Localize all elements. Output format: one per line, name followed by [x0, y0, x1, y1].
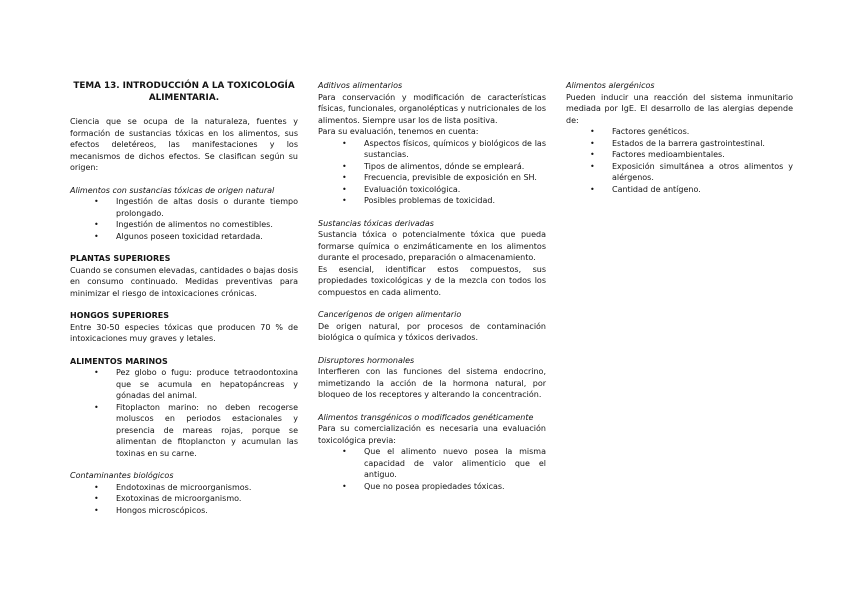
- paragraph: Interfieren con las funciones del sistema endocrino, mimetizando la acción de la hormona natural, por bloqueo de los receptores y alterando la concentración.: [318, 367, 546, 399]
- section-heading: Contaminantes biológicos: [70, 471, 174, 480]
- document-column-3: [566, 80, 793, 195]
- document-column-2: [318, 80, 546, 492]
- bullet-item: • Factores medioambientales.: [566, 149, 793, 161]
- bullet-item: • Aspectos físicos, químicos y biológicos de las sustancias.: [318, 138, 546, 161]
- section-heading: Alimentos alergénicos: [566, 81, 655, 90]
- paragraph: Para su comercialización es necesaria una evaluación toxicológica previa:: [318, 424, 546, 445]
- bullet-item: • Frecuencia, previsible de exposición en SH.: [318, 172, 546, 184]
- document-title: TEMA 13. INTRODUCCIÓN A LA TOXICOLOGÍA ALIMENTARIA.: [73, 81, 295, 103]
- bullet-item: • Cantidad de antígeno.: [566, 184, 793, 196]
- bullet-item: • Ingestión de altas dosis o durante tiempo prolongado.: [70, 196, 298, 219]
- bullet-item: • Que el alimento nuevo posea la misma capacidad de valor alimenticio que el antiguo.: [318, 446, 546, 481]
- section-heading: PLANTAS SUPERIORES: [70, 254, 171, 263]
- section-heading: Sustancias tóxicas derivadas: [318, 218, 434, 228]
- bullet-item: • Fitoplacton marino: no deben recogerse moluscos en periodos estacionales y presencia de mareas rojas, porque se alimentan de fitoplancton y acumulan las toxinas en su carne.: [70, 402, 298, 460]
- section-heading: Cancerígenos de origen alimentario: [318, 310, 462, 319]
- paragraph: Es esencial, identificar estos compuestos, sus propiedades toxicológicas y de la mezcla con todos los compuestos en cada alimento.: [318, 264, 546, 297]
- bullet-list: [318, 138, 546, 207]
- section-heading: HONGOS SUPERIORES: [70, 311, 170, 320]
- bullet-item: • Hongos microscópicos.: [70, 505, 298, 517]
- paragraph: Cuando se consumen elevadas, cantidades o bajas dosis en consumo continuado. Medidas preventivas para minimizar el riesgo de intoxicaciones crónicas.: [70, 265, 298, 298]
- paragraph: Para conservación y modificación de características físicas, funcionales, organolépticas y nutricionales de los alimentos. Siempre usar los de lista positiva.: [318, 92, 546, 125]
- paragraph: Ciencia que se ocupa de la naturaleza, fuentes y formación de sustancias tóxicas en los alimentos, sus efectos deletéreos, las manifestaciones y los mecanismos de dichos efectos. Se clasifican según su origen:: [70, 117, 298, 172]
- bullet-item: • Que no posea propiedades tóxicas.: [318, 481, 546, 493]
- bullet-item: • Estados de la barrera gastrointestinal.: [566, 138, 793, 150]
- paragraph: Sustancia tóxica o potencialmente tóxica que pueda formarse química o enzimáticamente en los alimentos durante el procesado, preparación o almacenamiento.: [318, 230, 546, 262]
- bullet-item: • Algunos poseen toxicidad retardada.: [70, 231, 298, 243]
- bullet-list: [70, 196, 298, 242]
- paragraph: Para su evaluación, tenemos en cuenta:: [318, 127, 479, 136]
- paragraph: Pueden inducir una reacción del sistema inmunitario mediada por IgE. El desarrollo de las alergias depende de:: [566, 92, 793, 125]
- section-heading: ALIMENTOS MARINOS: [70, 356, 168, 366]
- section-heading: Disruptores hormonales: [318, 355, 415, 365]
- bullet-item: • Evaluación toxicológica.: [318, 184, 546, 196]
- bullet-item: • Tipos de alimentos, dónde se empleará.: [318, 161, 546, 173]
- bullet-list: [318, 446, 546, 492]
- bullet-item: • Exposición simultánea a otros alimentos y alérgenos.: [566, 161, 793, 184]
- bullet-list: [566, 126, 793, 195]
- bullet-item: • Exotoxinas de microorganismo.: [70, 493, 298, 505]
- section-heading: Aditivos alimentarios: [318, 81, 403, 90]
- bullet-item: • Posibles problemas de toxicidad.: [318, 195, 546, 207]
- bullet-item: • Pez globo o fugu: produce tetraodontoxina que se acumula en hepatopáncreas y gónadas del animal.: [70, 367, 298, 402]
- paragraph: De origen natural, por procesos de contaminación biológica o química y tóxicos derivados.: [318, 321, 546, 342]
- bullet-item: • Endotoxinas de microorganismos.: [70, 482, 298, 494]
- section-heading: Alimentos con sustancias tóxicas de origen natural: [70, 185, 275, 195]
- document-column-1: [70, 80, 298, 516]
- bullet-item: • Ingestión de alimentos no comestibles.: [70, 219, 298, 231]
- bullet-list: [70, 482, 298, 517]
- bullet-list: [70, 367, 298, 459]
- paragraph: Entre 30-50 especies tóxicas que producen 70 % de intoxicaciones muy graves y letales.: [70, 322, 298, 343]
- bullet-item: • Factores genéticos.: [566, 126, 793, 138]
- section-heading: Alimentos transgénicos o modificados genéticamente: [318, 412, 534, 422]
